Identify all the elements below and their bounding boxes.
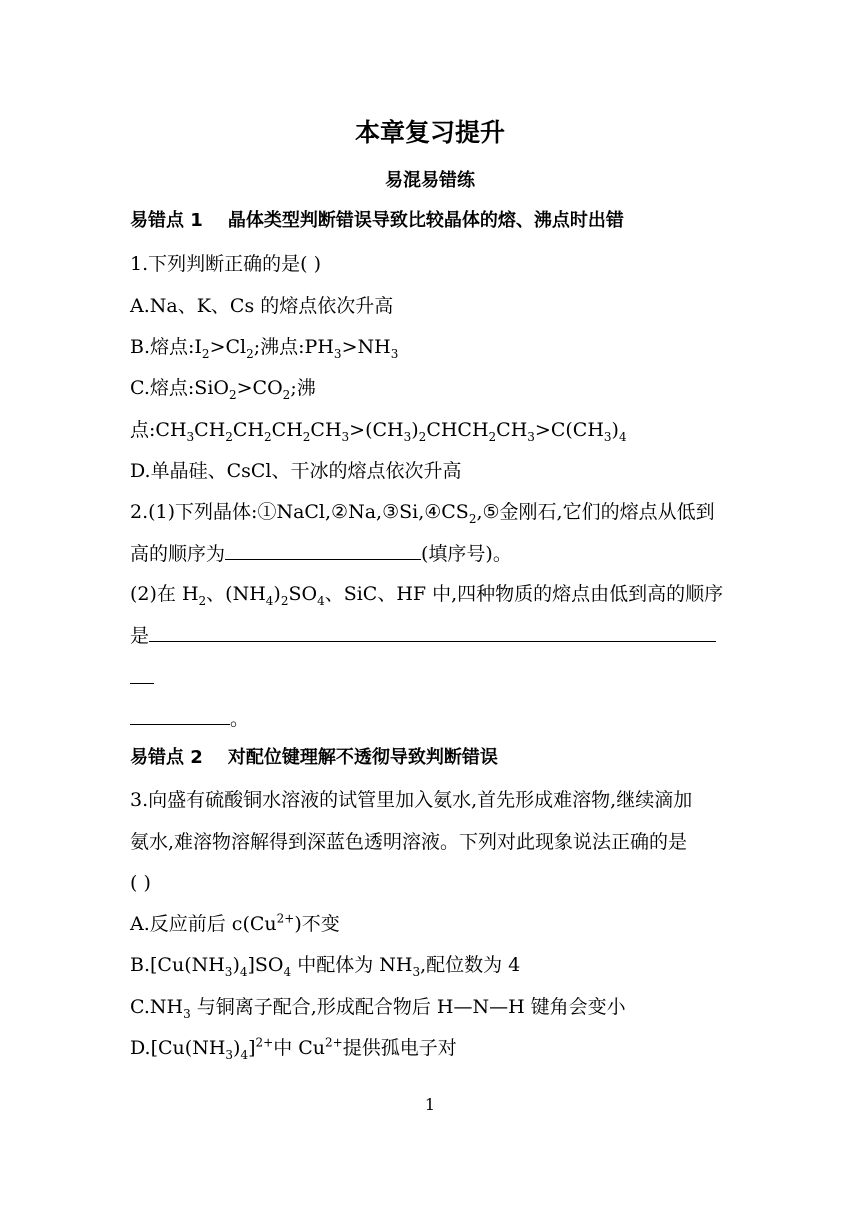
question-2-part-1-answer-line: 高的顺序为 (填序号)。 — [130, 543, 512, 565]
answer-blank-2[interactable] — [149, 623, 716, 642]
question-2-part-2: (2)在 $H_2$、$(NH_4)_2SO_4$、SiC、HF 中,四种物质的熔点由低到高的顺序 — [130, 583, 724, 608]
question-3-option-b: $B.[Cu(NH_3)_4]SO_4$ 中配体为 $NH_3$,配位数为 4 — [130, 954, 521, 979]
question-2-part-1: 2.(1)下列晶体$:①NaCl,②Na,③Si,④CS_2,⑤$金刚石,它们的熔点从低到 — [130, 501, 715, 526]
question-1-stem: 1.下列判断正确的是( ) — [130, 253, 321, 275]
question-3-option-c: $C.NH_3$ 与铜离子配合,形成配合物后 H—N—H 键角会变小 — [130, 996, 626, 1021]
question-1-option-c-continued: 点$:CH_3CH_2CH_2CH_2CH_3>(CH_3)_2CHCH_2CH_3>C(CH_3)_4$ — [130, 419, 627, 444]
question-1-option-b: B.熔点$:I_2>Cl_2$;沸点$:PH_3>NH_3$ — [130, 336, 399, 361]
question-3-stem-line-1: 3.向盛有硫酸铜水溶液的试管里加入氨水,首先形成难溶物,继续滴加 — [130, 789, 693, 811]
question-2-answer-line-continued — [130, 665, 730, 690]
question-2-part-2-answer-line: 是 — [130, 623, 730, 648]
section-heading-1: 易错点 1 晶体类型判断错误导致比较晶体的熔、沸点时出错 — [130, 210, 624, 231]
question-1-option-d: D.单晶硅、CsCl、干冰的熔点依次升高 — [130, 460, 462, 482]
question-1-option-a: A.Na、K、Cs 的熔点依次升高 — [130, 295, 394, 317]
question-2-answer-line-end: 。 — [130, 706, 730, 731]
question-3-option-d: $D.[Cu(NH_3)_4]^{2+}$中 $Cu^{2+}$提供孤电子对 — [130, 1035, 457, 1062]
answer-blank-2-continued[interactable] — [130, 665, 154, 684]
page-subtitle: 易混易错练 — [385, 170, 475, 191]
answer-blank-2-end[interactable] — [130, 706, 230, 725]
answer-blank-1[interactable] — [225, 541, 421, 560]
question-1-option-c: C.熔点$:SiO_2>CO_2$;沸 — [130, 377, 316, 402]
section-heading-2: 易错点 2 对配位键理解不透彻导致判断错误 — [130, 747, 498, 768]
question-3-stem-line-2: 氨水,难溶物溶解得到深蓝色透明溶液。下列对此现象说法正确的是 — [130, 831, 688, 853]
question-3-option-a: A.反应前后 $c(Cu^{2+})$不变 — [130, 911, 340, 935]
page-title: 本章复习提升 — [354, 118, 505, 147]
page-number: 1 — [424, 1095, 436, 1114]
question-3-stem-line-3: ( ) — [130, 872, 151, 894]
